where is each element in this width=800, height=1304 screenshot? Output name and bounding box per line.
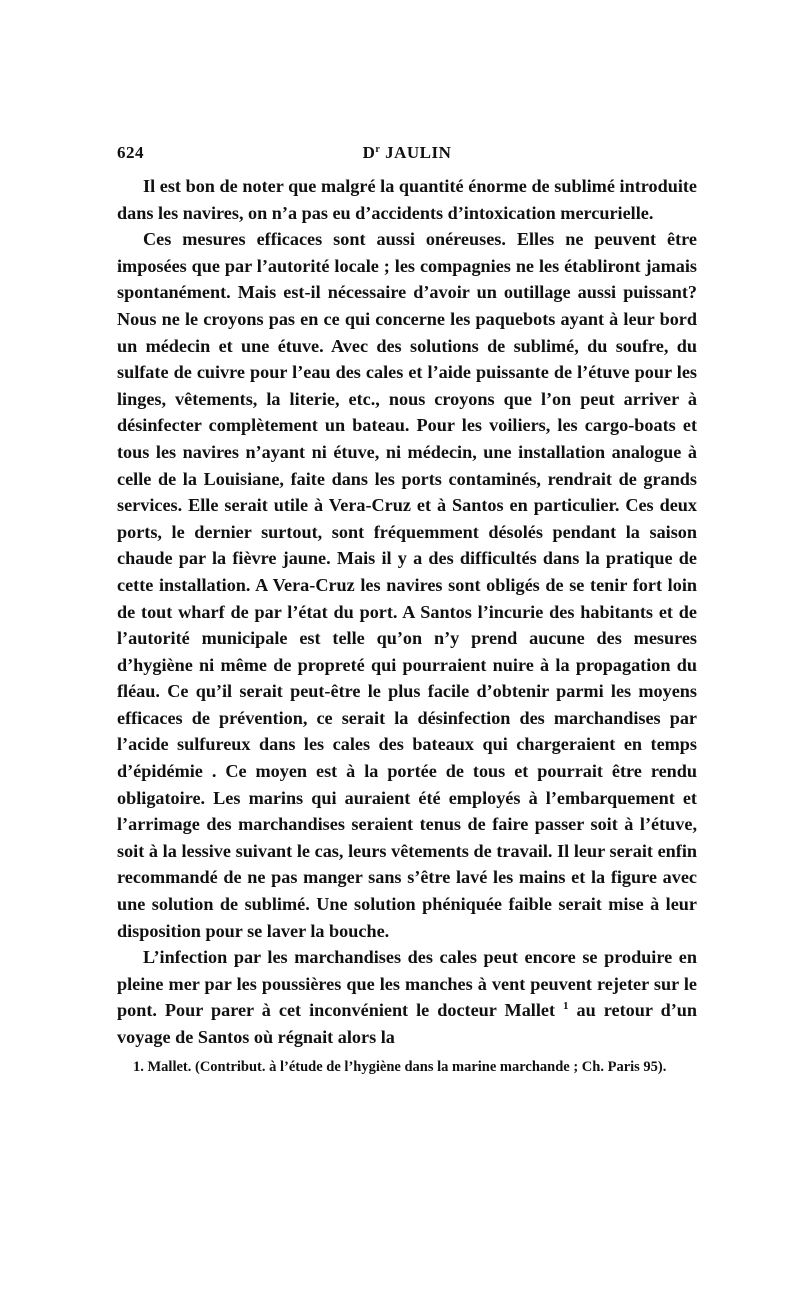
author-header	[117, 143, 697, 163]
footnote-reference: 1	[563, 1000, 569, 1013]
paragraph-infection-text: L’infection par les marchandises des cales peut encore se produire en pleine mer par les poussières que les manches à vent peuvent rejeter sur le pont. Pour parer à cet inconvénient le docteur Mallet	[117, 947, 697, 1021]
author-name: JAULIN	[385, 143, 452, 162]
paragraph-mesures: Ces mesures efficaces sont aussi onéreuses. Elles ne peuvent être imposées que par l’autorité locale ; les compagnies ne les établiront jamais spontanément. Mais est-il nécessaire d’avoir un outillage aussi puissant? Nous ne le croyons pas en ce qui concerne les paquebots ayant à leur bord un médecin et une étuve. Avec des solutions de sublimé, du soufre, du sulfate de cuivre pour l’eau des cales et l’aide puissante de l’étuve pour les linges, vêtements, la literie, etc., nous croyons que l’on peut arriver à désinfecter complètement un bateau. Pour les voiliers, les cargo-boats et tous les navires n’ayant ni étuve, ni médecin, une installation analogue à celle de la Louisiane, faite dans les ports contaminés, rendrait de grands services. Elle serait utile à Vera-Cruz et à Santos en particulier. Ces deux ports, le dernier surtout, sont fréquemment désolés pendant la saison chaude par la fièvre jaune. Mais il y a des difficultés dans la pratique de cette installation. A Vera-Cruz les navires sont obligés de se tenir fort loin de tout wharf de par l’état du port. A Santos l’incurie des habitants et de l’autorité municipale est telle qu’on n’y prend aucune des mesures d’hygiène ni même de propreté qui pourraient nuire à la propagation du fléau. Ce qu’il serait peut-être le plus facile d’obtenir parmi les moyens efficaces de prévention, ce serait la désinfection des marchandises par l’acide sulfureux dans les cales des bateaux qui chargeraient en temps d’épidémie . Ce moyen est à la portée de tous et pourrait être rendu obligatoire. Les marins qui auraient été employés à l’embarquement et l’arrimage des marchandises seraient tenus de faire passer soit à l’étuve, soit à la lessive suivant le cas, leurs vêtements de travail. Il leur serait enfin recommandé de ne pas manger sans s’être lavé les mains et la figure avec une solution de sublimé. Une solution phéniquée faible serait mise à leur disposition pour se laver la bouche.	[117, 229, 697, 941]
paragraph-intoxication: Il est bon de noter que malgré la quantité énorme de sublimé introduite dans les navires, on n’a pas eu d’accidents d’intoxication mercurielle.	[117, 176, 697, 223]
body-text	[117, 173, 697, 1051]
book-page	[117, 143, 697, 1077]
running-head	[117, 143, 697, 169]
footnote: 1. Mallet. (Contribut. à l’étude de l’hygiène dans la marine marchande ; Ch. Paris 95).	[133, 1058, 667, 1075]
page-number: 624	[117, 143, 144, 162]
author-prefix: D	[362, 143, 376, 162]
paragraph-infection-continuation: au retour d’un voyage de Santos où régnait alors la	[117, 1000, 697, 1047]
author-superscript: r	[375, 144, 381, 155]
paragraph-infection	[117, 944, 697, 1050]
